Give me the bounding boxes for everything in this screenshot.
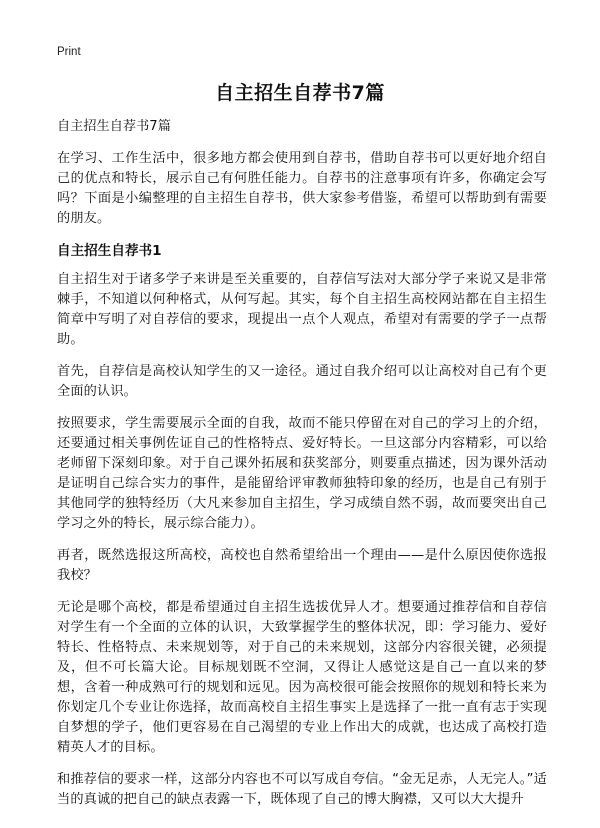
print-label: Print [57,46,81,58]
document-body [57,117,547,822]
body-paragraph: 无论是哪个高校，都是希望通过自主招生选拔优异人才。想要通过推荐信和自荐信对学生有一个全面的立体的认识，大致掌握学生的整体状况，即：学习能力、爱好特长、性格特点、未来规划等，对于自己的未来规划，这部分内容很关键，必须提及，但不可长篇大论。目标规划既不空洞，又得让人感觉这是自己一直以来的梦想，含着一种成熟可行的规划和远见。因为高校很可能会按照你的规划和特长来为你划定几个专业让你选择，故而高校自主招生事实上是选择了一批一直有志于实现自梦想的学子，他们更容易在自己渴望的专业上作出大的成就，也达成了高校打造精英人才的目标。 [57,600,547,755]
document-subtitle: 自主招生自荐书7篇 [57,119,171,134]
body-paragraph: 按照要求，学生需要展示全面的自我，故而不能只停留在对自己的学习上的介绍，还要通过相关事例佐证自己的性格特点、爱好特长。一旦这部分内容精彩，可以给老师留下深刻印象。对于自己课外拓展和获奖部分，则要重点描述，因为课外活动是证明自己综合实力的事件，是能留给评审教师独特印象的经历，也是自己有别于其他同学的独特经历（大凡来参加自主招生，学习成绩自然不弱，故而要突出自己学习之外的特长，展示综合能力）。 [57,416,547,531]
document-title: 自主招生自荐书7篇 [215,82,385,104]
body-paragraph: 自主招生对于诸多学子来讲是至关重要的，自荐信写法对大部分学子来说又是非常棘手，不知道以何种格式，从何写起。其实，每个自主招生高校网站都在自主招生简章中写明了对自荐信的要求，现提出一点个人观点，希望对有需要的学子一点帮助。 [57,272,547,347]
body-paragraph: 再者，既然选报这所高校，高校也自然希望给出一个理由——是什么原因使你选报我校？ [57,548,547,583]
body-paragraph: 和推荐信的要求一样，这部分内容也不可以写成自夸信。“金无足赤，人无完人。”适当的真诚的把自己的缺点表露一下，既体现了自己的博大胸襟，又可以大大提升 [57,772,547,807]
intro-paragraph: 在学习、工作生活中，很多地方都会使用到自荐书，借助自荐书可以更好地介绍自己的优点和特长，展示自己有何胜任能力。自荐书的注意事项有许多，你确定会写吗？下面是小编整理的自主招生自荐书，供大家参考借鉴，希望可以帮助到有需要的朋友。 [57,151,547,226]
section-heading: 自主招生自荐书1 [57,243,162,259]
body-paragraph: 首先，自荐信是高校认知学生的又一途径。通过自我介绍可以让高校对自己有个更全面的认识。 [57,364,547,399]
